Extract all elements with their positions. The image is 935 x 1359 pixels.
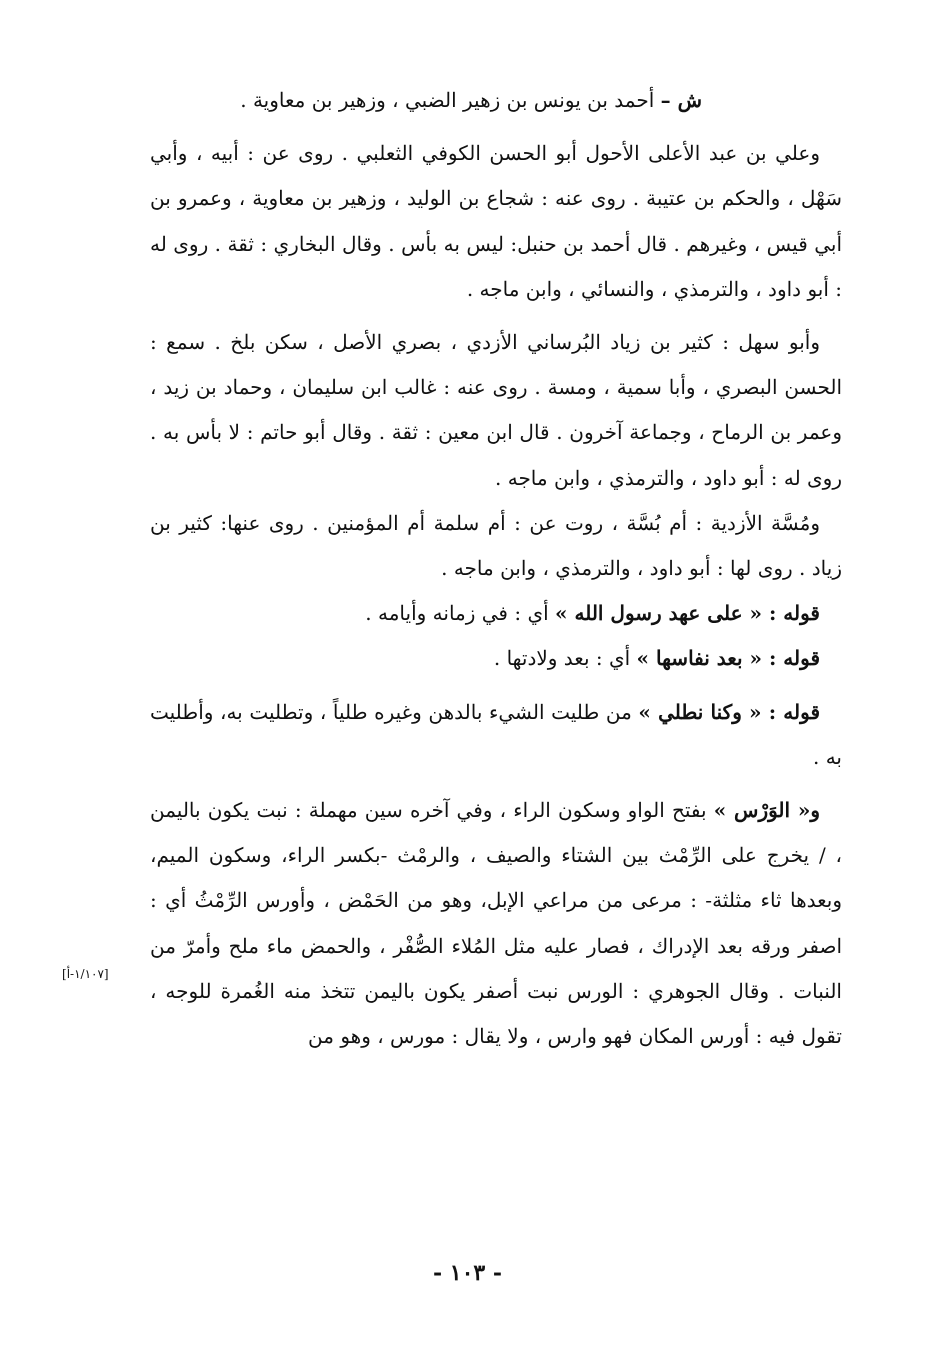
paragraph-4 (150, 501, 842, 591)
paragraph-6-lead: قوله : « بعد نفاسها » (636, 646, 820, 671)
paragraph-1-lead: ش – (660, 88, 702, 112)
page-number: - ١٠٣ - (432, 1260, 503, 1286)
paragraph-8-indent (820, 798, 842, 822)
paragraph-2-text: وعلي بن عبد الأعلى الأحول أبو الحسن الكوفي الثعلبي . روى عن : أبيه ، وأبي سَهْل ، والحكم بن عتيبة . روى عنه : شجاع بن الوليد ، وزهير بن معاوية ، وعمرو بن أبي قيس ، وغيرهم . قال أحمد بن حنبل: ليس به بأس . وقال البخاري : ثقة . روى له : أبو داود ، والترمذي ، والنسائي ، وابن ماجه . (150, 141, 842, 301)
paragraph-1-indent (702, 88, 842, 112)
paragraph-4-indent (820, 511, 842, 535)
paragraph-7 (150, 690, 842, 780)
manuscript-folio-note: [١/١٠٧-أ] (62, 967, 109, 981)
paragraph-6-indent (820, 646, 842, 670)
paragraph-5-text: أي : في زمانه وأيامه . (365, 601, 556, 626)
paragraph-7-indent (820, 700, 842, 724)
paragraph-2 (150, 131, 842, 312)
paragraph-7-lead: قوله : « وكنا نطلي » (638, 699, 821, 724)
paragraph-1 (150, 78, 842, 123)
paragraph-8 (150, 788, 842, 1059)
paragraph-4-text: ومُسَّة الأزدية : أم بُسَّة ، روت عن : أم سلمة أم المؤمنين . روى عنها: كثير بن زياد . روى لها : أبو داود ، والترمذي ، وابن ماجه . (150, 510, 842, 581)
paragraph-6-text: أي : بعد ولادتها . (493, 646, 637, 671)
paragraph-2-indent (820, 141, 842, 165)
paragraph-5 (150, 591, 842, 636)
paragraph-5-indent (820, 601, 842, 625)
paragraph-8-lead: و« الوَرْس » (713, 798, 820, 823)
paragraph-3-indent (820, 330, 842, 354)
paragraph-7-text: من طليت الشيء بالدهن وغيره طلياً ، وتطليت به، وأطليت به . (150, 699, 842, 769)
paragraph-3-text: وأبو سهل : كثير بن زياد البُرساني الأزدي ، بصري الأصل ، سكن بلخ . سمع : الحسن البصري ، وأبا سمية ، ومسة . روى عنه : غالب ابن سليمان ، وحماد بن زيد ، وعمر بن الرماح ، وجماعة آخرون . قال ابن معين : ثقة . وقال أبو حاتم : لا بأس به . روى له : أبو داود ، والترمذي ، وابن ماجه . (150, 330, 842, 490)
paragraph-8-text: بفتح الواو وسكون الراء ، وفي آخره سين مهملة : نبت يكون باليمن ، / يخرج على الرِّمْث بين الشتاء والصيف ، والرمْث -بكسر الراء، وسكون الميم، وبعدها ثاء مثلثة- : مرعى من مراعي الإبل، وهو من الحَمْض ، وأورس الرِّمْثُ أي : اصفر ورقه بعد الإدراك ، فصار عليه مثل المُلاء الصُّفْر ، والحمض ماء ملح وأمرّ من النبات . وقال الجوهري : الورس نبت أصفر يكون باليمن تتخذ منه الغُمرة للوجه ، تقول فيه : أورس المكان فهو وارس ، ولا يقال : مورس ، وهو من (150, 798, 843, 1049)
paragraph-5-lead: قوله : « على عهد رسول الله » (555, 601, 820, 626)
text-column (150, 78, 842, 1059)
paragraph-3 (150, 320, 842, 501)
paragraph-6 (150, 636, 842, 681)
paragraph-1-text: أحمد بن يونس بن زهير الضبي ، وزهير بن معاوية . (240, 88, 661, 112)
